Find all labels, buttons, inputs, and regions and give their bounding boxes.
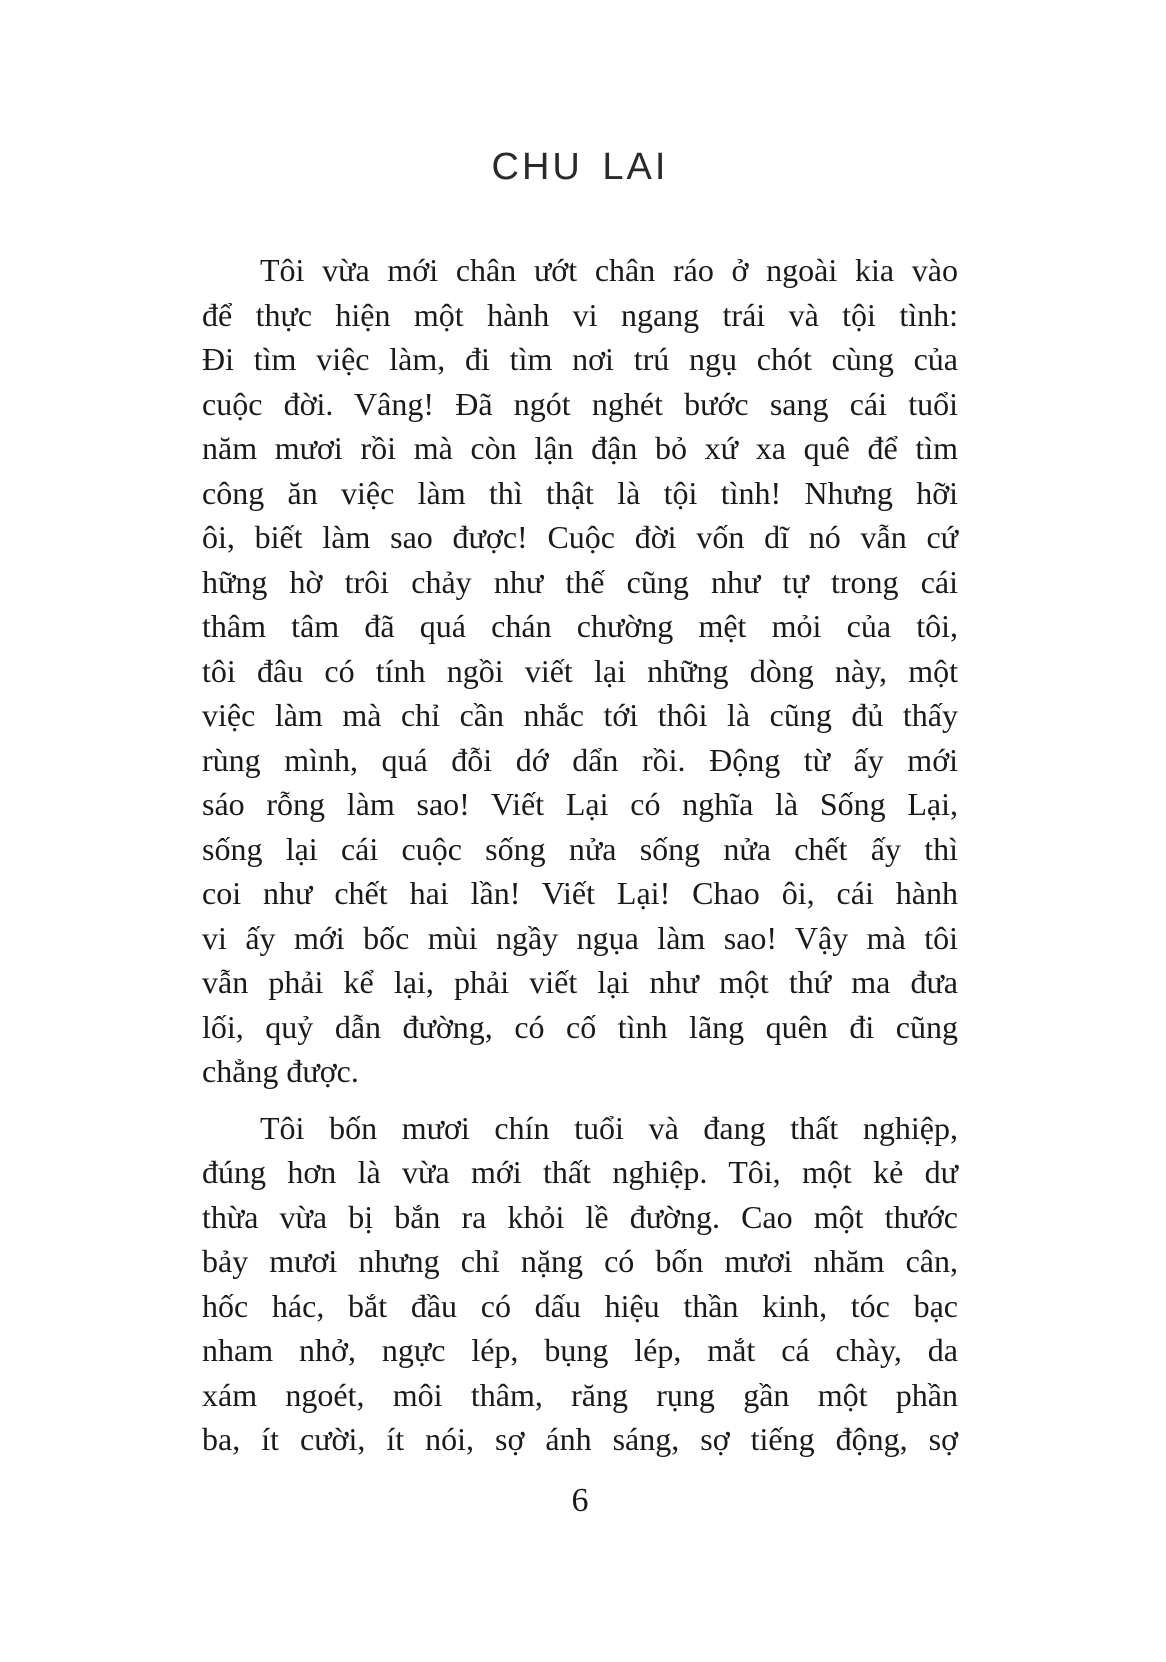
- text-line: vẫn phải kể lại, phải viết lại như một thứ ma đưa: [202, 964, 958, 1000]
- text-line: Đi tìm việc làm, đi tìm nơi trú ngụ chót cùng của: [202, 341, 958, 377]
- text-line: để thực hiện một hành vi ngang trái và tội tình:: [202, 296, 958, 333]
- text-line: việc làm mà chỉ cần nhắc tới thôi là cũng đủ thấy: [202, 697, 958, 733]
- running-header-author: CHU LAI: [491, 146, 669, 188]
- text-line: ôi, biết làm sao được! Cuộc đời vốn dĩ nó vẫn cứ: [202, 519, 958, 555]
- text-line: năm mươi rồi mà còn lận đận bỏ xứ xa quê để tìm: [202, 430, 958, 466]
- text-line: thừa vừa bị bắn ra khỏi lề đường. Cao một thước: [202, 1198, 958, 1235]
- text-line: hốc hác, bắt đầu có dấu hiệu thần kinh, tóc bạc: [202, 1287, 958, 1324]
- text-line: đúng hơn là vừa mới thất nghiệp. Tôi, một kẻ dư: [202, 1154, 958, 1190]
- text-line: chẳng được.: [202, 1053, 359, 1089]
- page-number: 6: [571, 1482, 589, 1519]
- text-line: công ăn việc làm thì thật là tội tình! Nhưng hỡi: [202, 474, 958, 511]
- text-line: nham nhở, ngực lép, bụng lép, mắt cá chày, da: [202, 1332, 958, 1368]
- text-line: xám ngoét, môi thâm, răng rụng gần một phần: [202, 1376, 958, 1413]
- text-line: rùng mình, quá đỗi dớ dẩn rồi. Động từ ấy mới: [202, 741, 958, 778]
- text-line: coi như chết hai lần! Viết Lại! Chao ôi, cái hành: [202, 875, 958, 911]
- body-text: [202, 248, 958, 1462]
- text-line: tôi đâu có tính ngồi viết lại những dòng này, một: [202, 652, 958, 689]
- paragraph: [202, 248, 958, 1094]
- text-line: thâm tâm đã quá chán chường mệt mỏi của tôi,: [202, 608, 958, 644]
- text-line: lối, quỷ dẫn đường, có cố tình lãng quên đi cũng: [202, 1008, 958, 1045]
- text-line: ba, ít cười, ít nói, sợ ánh sáng, sợ tiếng động, sợ: [202, 1421, 958, 1457]
- text-line: hững hờ trôi chảy như thế cũng như tự trong cái: [202, 563, 958, 600]
- text-line: Tôi vừa mới chân ướt chân ráo ở ngoài kia vào: [260, 252, 958, 288]
- text-line: Tôi bốn mươi chín tuổi và đang thất nghiệp,: [260, 1109, 958, 1146]
- text-line: cuộc đời. Vâng! Đã ngót nghét bước sang cái tuổi: [202, 385, 958, 422]
- text-line: sống lại cái cuộc sống nửa sống nửa chết ấy thì: [202, 830, 958, 867]
- text-line: sáo rỗng làm sao! Viết Lại có nghĩa là Sống Lại,: [202, 786, 958, 822]
- text-line: bảy mươi nhưng chỉ nặng có bốn mươi nhăm cân,: [202, 1243, 958, 1279]
- paragraph: [202, 1106, 958, 1462]
- text-line: vi ấy mới bốc mùi ngầy ngụa làm sao! Vậy mà tôi: [202, 919, 958, 956]
